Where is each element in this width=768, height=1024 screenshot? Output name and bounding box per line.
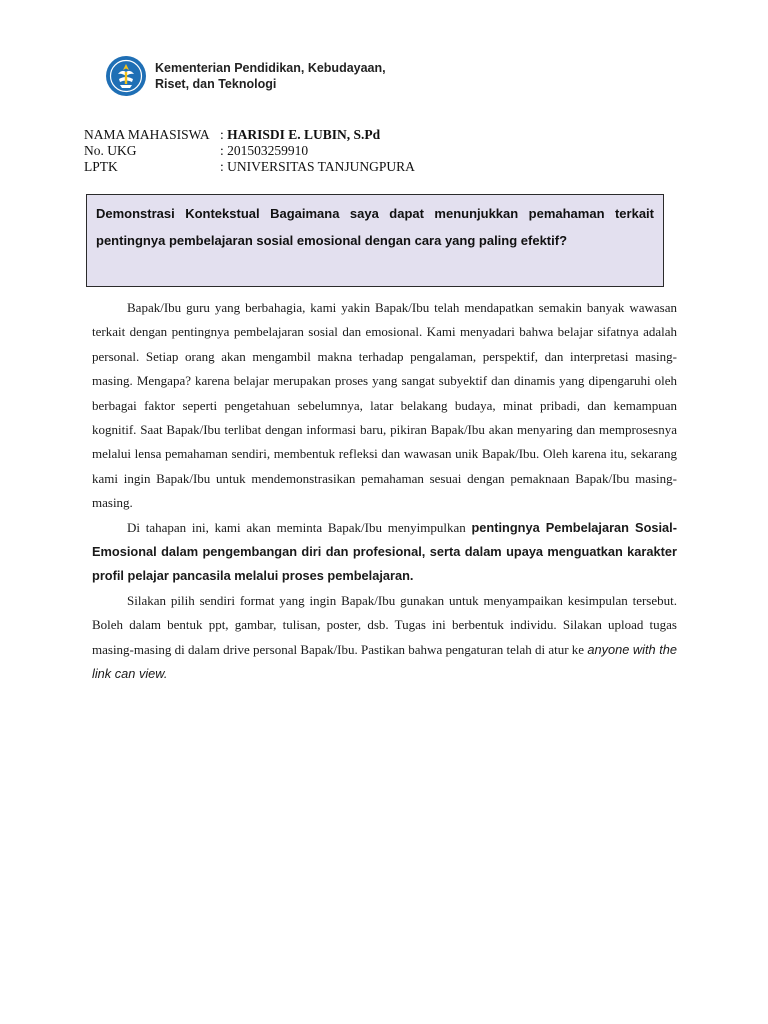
paragraph-intro: Bapak/Ibu guru yang berbahagia, kami yakin Bapak/Ibu telah mendapatkan semakin banyak wawasan terkait dengan pentingnya pembelajaran sosial dan emosional. Kami menyadari bahwa belajar sifatnya adalah personal. Setiap orang akan mengambil makna terhadap pengalaman, perspektif, dan interpretasi masing-masing. Mengapa? karena belajar merupakan proses yang sangat subyektif dan dinamis yang dipengaruhi oleh berbagai faktor seperti pengetahuan sebelumnya, latar belakang budaya, minat pribadi, dan kemampuan kognitif. Saat Bapak/Ibu terlibat dengan informasi baru, pikiran Bapak/Ibu akan menyaring dan memprosesnya melalui lensa pemahaman sendiri, membentuk refleksi dan wawasan unik Bapak/Ibu. Oleh karena itu, sekarang kami ingin Bapak/Ibu untuk mendemonstrasikan pemahaman sesuai dengan pemaknaan Bapak/Ibu masing-masing. [92,300,677,511]
student-info [84,127,415,175]
info-row-ukg [84,143,415,159]
sharing-setting: anyone with the link can view [92,641,677,682]
info-value: : HARISDI E. LUBIN, S.Pd [220,127,381,142]
paragraph-instructions: Silakan pilih sendiri format yang ingin Bapak/Ibu gunakan untuk menyampaikan kesimpulan tersebut. Boleh dalam bentuk ppt, gambar, tulisan, poster, dsb. Tugas ini berbentuk individu. Silakan upload tugas masing-masing di dalam drive personal Bapak/Ibu. Pastikan bahwa pengaturan telah di atur ke anyone with the link can view. [92,592,677,682]
info-value: : UNIVERSITAS TANJUNGPURA [220,159,415,174]
ministry-name-line1: Kementerian Pendidikan, Kebudayaan, [155,61,386,75]
info-label: NAMA MAHASISWA [84,127,210,142]
tut-wuri-handayani-logo-icon [105,55,147,97]
info-label: No. UKG [84,143,137,158]
info-label: LPTK [84,159,118,174]
paragraph-task: Di tahapan ini, kami akan meminta Bapak/Ibu menyimpulkan pentingnya Pembelajaran Sosial-Emosional dalam pengembangan diri dan profesional, serta dalam upaya menguatkan karakter profil pelajar pancasila melalui proses pembelajaran. [92,519,677,584]
student-name: HARISDI E. LUBIN, S.Pd [227,127,381,142]
ministry-header [105,55,386,97]
task-emphasis: pentingnya Pembelajaran Sosial-Emosional dalam pengembangan diri dan profesional, serta dalam upaya menguatkan karakter profil pelajar pancasila melalui proses pembelajaran. [92,519,677,584]
info-value: : 201503259910 [220,143,309,158]
body-text [92,296,677,687]
info-row-name [84,127,415,143]
info-row-lptk [84,159,415,175]
question-box: Demonstrasi Kontekstual Bagaimana saya dapat menunjukkan pemahaman terkait pentingnya pembelajaran sosial emosional dengan cara yang paling efektif? [86,194,664,287]
ministry-name [155,60,386,92]
ministry-name-line2: Riset, dan Teknologi [155,77,277,91]
